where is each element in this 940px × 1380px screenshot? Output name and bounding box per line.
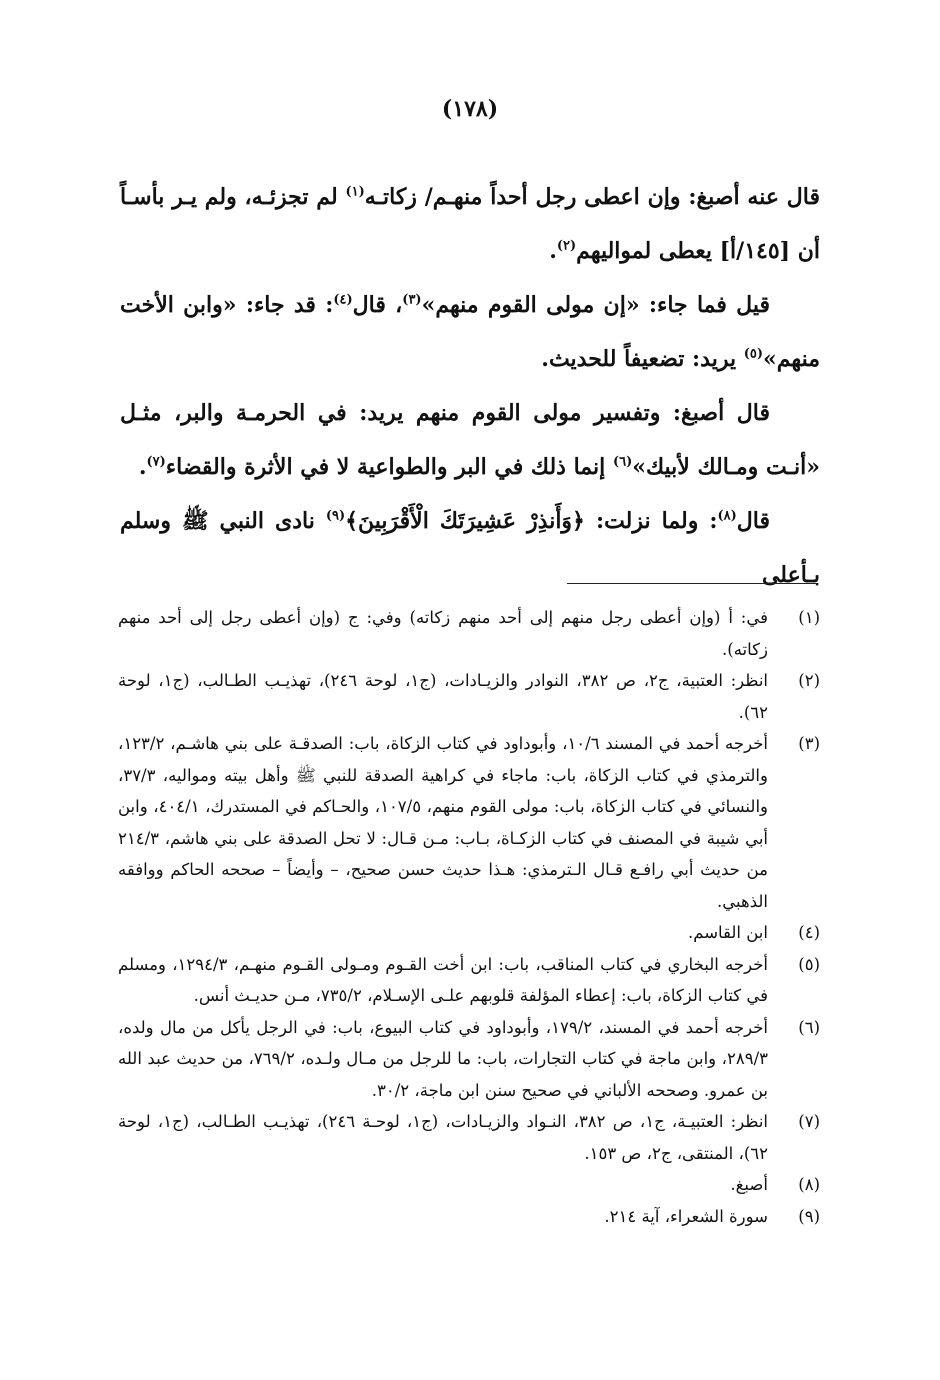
footnote-number: (٢) xyxy=(798,671,820,690)
page-number: (١٧٨) xyxy=(441,96,499,122)
footnote-item xyxy=(118,665,820,728)
footnote-item xyxy=(118,1106,820,1169)
footnote-ref[interactable]: (٥) xyxy=(743,346,764,362)
footnote-text: أخرجه أحمد في المسند ١٠/٦، وأبوداود في كتاب الزكاة، باب: الصدقـة على بني هاشـم، ١٢٣/٢، والترمذي في كتاب الزكاة، باب: ماجاء في كراهية الصدقة للنبي ﷺ وأهل بيته ومواليه، ٣٧/٣، والنسائي في كتاب الزكاة، باب: مولى القوم منهم، ١٠٧/٥، والحـاكم في المستدرك، ٤٠٤/١، وابن أبي شيبة في المصنف في كتاب الزكـاة، بـاب: مـن قـال: لا تحل الصدقة على بني هاشم، ٢١٤/٣ من حديث أبي رافـع قـال الـترمذي: هـذا حديث حسن صحيح، – وأيضاً – صححه الحاكم ووافقه الذهبي. xyxy=(118,734,768,911)
main-text xyxy=(120,170,820,602)
footnote-item xyxy=(118,1201,820,1233)
footnote-text: أصبغ. xyxy=(730,1175,768,1194)
footnote-ref[interactable]: (٤) xyxy=(333,292,353,308)
footnote-item xyxy=(118,917,820,949)
footnote-item xyxy=(118,1012,820,1107)
footnote-text: انظر: العتبية، ج٢، ص ٣٨٢، النوادر والزيـادات، (ج١، لوحة ٢٤٦)، تهذيـب الطـالب، (ج١، لوحة ٦٢). xyxy=(118,671,768,722)
paragraph-3: قال أصبغ: وتفسير مولى القوم منهم يريد: في الحرمـة والبر، مثـل «أنـت ومـالك لأبيك»$^{(٦)}$ إنما ذلك في البر والطواعية لا في الأثرة والقضاء$^{(٧)}$. xyxy=(120,400,820,480)
footnote-number: (١) xyxy=(798,608,820,627)
footnote-number: (٣) xyxy=(798,734,820,753)
footnote-text: أخرجه أحمد في المسند، ١٧٩/٢، وأبوداود في كتاب البيوع، باب: في الرجل يأكل من مال ولده، ٢٨٩/٣، وابن ماجة في كتاب التجارات، باب: ما للرجل من مـال ولـده، ٧٦٩/٢، من حديث عبد الله بن عمرو. وصححه الألباني في صحيح سنن ابن ماجة، ٣٠/٢. xyxy=(118,1017,768,1100)
footnote-item xyxy=(118,949,820,1012)
footnote-item xyxy=(118,1169,820,1201)
paragraph-1: قال عنه أصبغ: وإن اعطى رجل أحداً منهـم/ زكاتـه$^{(١)}$ لم تجزئـه، ولم يـر بأسـاً أن [١٤٥/أ] يعطى لمواليهم$^{(٢)}$. xyxy=(120,184,820,264)
footnote-ref[interactable]: (٣) xyxy=(402,292,422,308)
footnote-text: سورة الشعراء، آية ٢١٤. xyxy=(604,1206,768,1226)
footnotes xyxy=(118,602,820,1232)
footnote-ref[interactable]: (٢) xyxy=(556,238,577,254)
footnote-text: انظر: العتبيـة، ج١، ص ٣٨٢، النـواد والزيـادات، (ج١، لوحـة ٢٤٦)، تهذيـب الطـالب، (ج١، لوحة ٦٢)، المنتقى، ج٢، ص ١٥٣. xyxy=(118,1112,769,1163)
footnote-item xyxy=(118,728,820,917)
footnote-ref[interactable]: (٨) xyxy=(717,508,737,524)
footnote-divider xyxy=(567,583,817,584)
footnote-text: ابن القاسم. xyxy=(687,923,768,942)
footnote-item xyxy=(118,602,820,665)
paragraph-2: قيل فما جاء: «إن مولى القوم منهم»$^{(٣)}$، قال$^{(٤)}$: قد جاء: «وابن الأخت منهم»$^{(٥)}$ يريد: تضعيفاً للحديث. xyxy=(120,292,820,372)
footnote-number: (٧) xyxy=(798,1112,820,1131)
footnote-number: (٥) xyxy=(798,954,820,974)
footnote-text: أخرجه البخاري في كتاب المناقب، باب: ابن أخت القـوم ومـولى القـوم منهـم، ١٢٩٤/٣، ومسلم في كتاب الزكاة، باب: إعطاء المؤلفة قلوبهم علـى الإسـلام، ٧٣٥/٢، مـن حديـث أنس. xyxy=(118,954,769,1005)
footnote-number: (٨) xyxy=(798,1175,820,1194)
footnote-number: (٩) xyxy=(798,1206,820,1226)
footnote-number: (٦) xyxy=(798,1017,820,1037)
footnote-text: في: أ (وإن أعطى رجل منهم إلى أحد منهم زكاته) وفي: ج (وإن أعطى رجل إلى أحد منهم زكاته). xyxy=(118,608,768,659)
footnote-ref[interactable]: (٩) xyxy=(325,508,346,524)
footnote-number: (٤) xyxy=(798,923,820,942)
footnote-ref[interactable]: (٦) xyxy=(612,454,633,470)
footnote-ref[interactable]: (٧) xyxy=(146,454,166,470)
footnote-ref[interactable]: (١) xyxy=(345,184,365,200)
paragraph-4: قال$^{(٨)}$: ولما نزلت: ﴿وَأَنذِرْ عَشِيرَتَكَ الْأَقْرَبِينَ﴾$^{(٩)}$ نادى النبي ﷺ وسلم بـأعلى xyxy=(120,508,820,588)
